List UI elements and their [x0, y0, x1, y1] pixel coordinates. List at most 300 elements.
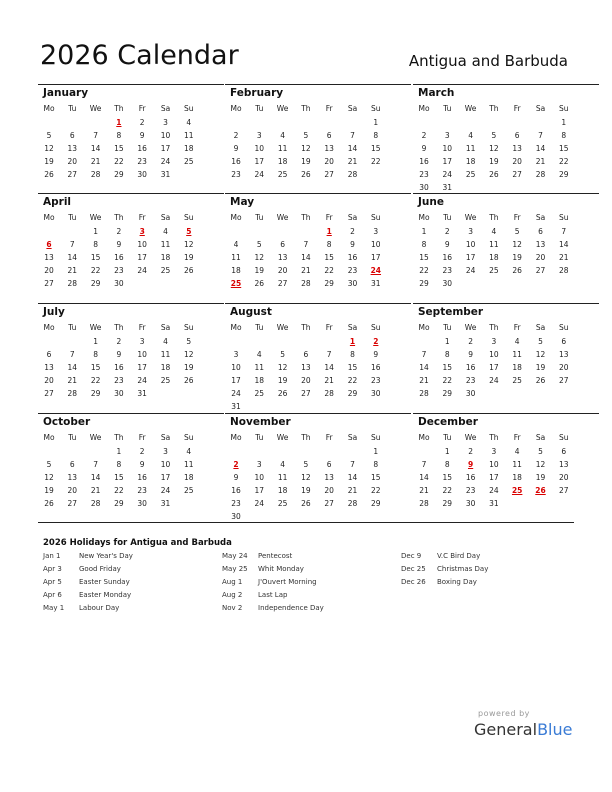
month-august [225, 303, 411, 411]
calendar-date: 3 [163, 118, 168, 127]
calendar-date: 8 [116, 131, 122, 140]
weekday-label: Tu [443, 104, 452, 113]
calendar-date: 9 [116, 350, 122, 359]
calendar-date: 7 [93, 460, 98, 469]
calendar-date: 15 [90, 363, 101, 372]
calendar-date: 14 [419, 363, 429, 372]
calendar-date: 20 [301, 376, 311, 385]
calendar-date: 13 [44, 363, 54, 372]
calendar-date: 15 [90, 253, 101, 262]
calendar-date: 21 [347, 157, 358, 166]
calendar-date: 20 [44, 376, 54, 385]
holiday-item [43, 565, 213, 578]
calendar-date: 26 [512, 266, 522, 275]
holiday-date-label: Aug 2 [222, 591, 243, 599]
holiday-item [401, 565, 571, 578]
weekday-label: Fr [325, 104, 333, 113]
calendar-date: 11 [254, 363, 265, 372]
calendar-date: 18 [465, 157, 476, 166]
calendar-date: 11 [231, 253, 241, 262]
calendar-date: 26 [489, 170, 499, 179]
calendar-date: 16 [114, 253, 124, 262]
calendar-date: 2 [468, 447, 473, 456]
calendar-date: 20 [512, 157, 522, 166]
weekday-label: Fr [513, 433, 521, 442]
weekday-label: Mo [418, 433, 430, 442]
calendar-date: 30 [465, 499, 476, 508]
calendar-date: 10 [231, 363, 241, 372]
calendar-date: 19 [277, 376, 288, 385]
month-name: September [418, 306, 484, 318]
weekday-label: Sa [535, 323, 546, 332]
calendar-date: 27 [559, 486, 569, 495]
weekday-label: Fr [138, 213, 146, 222]
calendar-date: 18 [277, 157, 288, 166]
weekday-label: Sa [160, 323, 171, 332]
weekday-label: Sa [347, 104, 358, 113]
calendar-date: 12 [301, 144, 311, 153]
weekday-label: Su [559, 104, 569, 113]
calendar-date: 3 [139, 337, 145, 346]
calendar-date: 11 [489, 240, 499, 249]
calendar-date: 21 [419, 486, 429, 495]
calendar-date: 31 [160, 499, 171, 508]
weekday-label: Tu [443, 213, 452, 222]
weekday-label: We [276, 104, 289, 113]
calendar-date: 24 [137, 376, 147, 385]
holiday-date: 5 [186, 227, 192, 236]
calendar-date: 28 [535, 170, 546, 179]
calendar-date: 30 [137, 499, 147, 508]
calendar-date: 26 [44, 499, 54, 508]
calendar-date: 17 [137, 363, 147, 372]
calendar-date: 17 [254, 157, 265, 166]
weekday-label: Tu [68, 213, 77, 222]
holiday-name: V.C Bird Day [437, 552, 481, 560]
holiday-date-label: May 25 [222, 565, 248, 573]
calendar-date: 17 [489, 473, 499, 482]
calendar-date: 11 [277, 473, 288, 482]
calendar-date: 11 [184, 131, 194, 140]
calendar-date: 18 [277, 486, 288, 495]
calendar-date: 1 [561, 118, 567, 127]
calendar-date: 13 [324, 144, 334, 153]
calendar-date: 9 [373, 350, 379, 359]
calendar-date: 29 [371, 499, 381, 508]
calendar-date: 4 [514, 337, 520, 346]
calendar-date: 17 [160, 144, 171, 153]
calendar-date: 23 [442, 266, 453, 275]
weekday-label: Mo [230, 323, 242, 332]
holiday-date-label: Dec 9 [401, 552, 422, 560]
calendar-date: 24 [231, 389, 241, 398]
calendar-date: 16 [137, 473, 147, 482]
calendar-date: 22 [442, 376, 453, 385]
weekday-label: Fr [138, 104, 146, 113]
month-name: March [418, 87, 455, 99]
holiday-date: 2 [233, 460, 239, 469]
calendar-date: 3 [373, 227, 379, 236]
calendar-date: 21 [559, 253, 569, 262]
holiday-item [43, 591, 213, 604]
weekday-label: Tu [443, 433, 452, 442]
calendar-date: 16 [371, 363, 381, 372]
weekday-label: Su [559, 433, 569, 442]
calendar-date: 2 [116, 227, 122, 236]
calendar-date: 31 [231, 402, 241, 411]
calendar-date: 19 [489, 157, 499, 166]
holiday-date: 2 [373, 337, 379, 346]
weekday-label: Fr [513, 213, 521, 222]
calendar-date: 10 [160, 131, 171, 140]
calendar-date: 22 [442, 486, 453, 495]
calendar-date: 17 [371, 253, 381, 262]
calendar-date: 16 [231, 486, 241, 495]
calendar-date: 3 [491, 337, 497, 346]
calendar-date: 23 [137, 157, 147, 166]
calendar-date: 22 [371, 157, 381, 166]
calendar-date: 27 [44, 389, 54, 398]
calendar-date: 5 [303, 460, 309, 469]
calendar-date: 8 [444, 460, 450, 469]
calendar-date: 26 [184, 266, 194, 275]
weekday-label: Th [489, 213, 499, 222]
calendar-date: 12 [44, 473, 54, 482]
calendar-date: 14 [324, 363, 334, 372]
holiday-date-label: May 1 [43, 604, 65, 612]
calendar-date: 28 [67, 389, 78, 398]
calendar-date: 11 [512, 350, 522, 359]
calendar-date: 13 [512, 144, 522, 153]
calendar-date: 14 [535, 144, 546, 153]
calendar-date: 25 [512, 376, 522, 385]
holiday-list-column [401, 552, 571, 591]
calendar-date: 28 [324, 389, 334, 398]
calendar-date: 19 [184, 253, 194, 262]
calendar-date: 26 [184, 376, 194, 385]
calendar-date: 24 [442, 170, 453, 179]
holiday-date-label: Apr 6 [43, 591, 62, 599]
weekday-label: Mo [43, 104, 55, 113]
calendar-date: 10 [489, 350, 499, 359]
calendar-date: 24 [160, 157, 171, 166]
weekday-label: Mo [418, 104, 430, 113]
calendar-date: 31 [371, 279, 381, 288]
month-march [413, 84, 599, 192]
calendar-date: 27 [535, 266, 546, 275]
calendar-date: 21 [90, 486, 101, 495]
calendar-date: 25 [184, 157, 194, 166]
calendar-date: 22 [114, 157, 124, 166]
weekday-label: Sa [347, 433, 358, 442]
weekday-label: We [464, 213, 477, 222]
holiday-date: 24 [370, 266, 382, 275]
month-name: August [230, 306, 272, 318]
calendar-date: 17 [489, 363, 499, 372]
calendar-date: 10 [442, 144, 453, 153]
calendar-date: 15 [114, 144, 124, 153]
calendar-date: 25 [489, 266, 499, 275]
weekday-label: We [276, 323, 289, 332]
calendar-date: 29 [324, 279, 334, 288]
generalblue-logo[interactable] [474, 720, 572, 739]
weekday-label: Th [301, 323, 311, 332]
holiday-item [43, 552, 213, 565]
calendar-date: 5 [186, 337, 192, 346]
calendar-date: 9 [233, 473, 239, 482]
calendar-date: 27 [324, 499, 334, 508]
calendar-date: 1 [444, 337, 450, 346]
holiday-date-label: Apr 3 [43, 565, 62, 573]
divider [38, 522, 574, 523]
calendar-date: 16 [465, 363, 476, 372]
weekday-label: Fr [138, 433, 146, 442]
calendar-date: 10 [465, 240, 476, 249]
calendar-date: 19 [44, 157, 54, 166]
month-april [38, 193, 224, 288]
calendar-date: 29 [90, 389, 101, 398]
month-july [38, 303, 224, 398]
calendar-date: 21 [67, 376, 78, 385]
calendar-date: 28 [90, 499, 101, 508]
calendar-date: 30 [114, 279, 124, 288]
weekday-label: Su [371, 104, 381, 113]
page-title: 2026 Calendar [40, 40, 239, 71]
weekday-label: Su [184, 433, 194, 442]
month-name: July [43, 306, 65, 318]
calendar-date: 22 [90, 266, 101, 275]
month-name: January [43, 87, 89, 99]
calendar-date: 21 [535, 157, 546, 166]
calendar-date: 7 [421, 460, 427, 469]
calendar-date: 26 [301, 499, 311, 508]
holiday-date: 6 [46, 240, 52, 249]
calendar-date: 26 [277, 389, 288, 398]
weekday-label: Sa [160, 104, 171, 113]
month-name: May [230, 196, 255, 208]
holidays-title: 2026 Holidays for Antigua and Barbuda [43, 538, 232, 548]
calendar-date: 5 [256, 240, 262, 249]
calendar-date: 7 [350, 131, 355, 140]
holiday-item [401, 552, 571, 565]
calendar-date: 3 [233, 350, 239, 359]
calendar-date: 2 [468, 337, 473, 346]
calendar-date: 22 [371, 486, 381, 495]
calendar-date: 7 [303, 240, 309, 249]
holiday-item [43, 604, 213, 617]
calendar-date: 27 [512, 170, 522, 179]
month-name: April [43, 196, 72, 208]
calendar-date: 25 [184, 486, 194, 495]
holiday-date-label: Nov 2 [222, 604, 243, 612]
weekday-label: Mo [230, 433, 242, 442]
calendar-date: 20 [67, 486, 78, 495]
holiday-list-column [43, 552, 213, 617]
calendar-date: 6 [303, 350, 309, 359]
calendar-date: 5 [280, 350, 285, 359]
weekday-label: Fr [325, 433, 333, 442]
month-june [413, 193, 599, 288]
weekday-label: Fr [138, 323, 146, 332]
calendar-date: 7 [421, 350, 427, 359]
calendar-date: 22 [90, 376, 101, 385]
weekday-label: Tu [68, 104, 77, 113]
holiday-date: 1 [349, 337, 356, 346]
weekday-label: Mo [43, 213, 55, 222]
calendar-date: 30 [371, 389, 381, 398]
calendar-date: 14 [90, 473, 101, 482]
calendar-date: 17 [231, 376, 241, 385]
holiday-name: Easter Monday [79, 591, 132, 599]
calendar-date: 1 [444, 447, 450, 456]
calendar-date: 10 [371, 240, 381, 249]
weekday-label: Tu [255, 213, 264, 222]
weekday-label: Th [114, 433, 124, 442]
weekday-label: Mo [418, 213, 430, 222]
calendar-date: 20 [324, 157, 334, 166]
calendar-date: 15 [371, 473, 381, 482]
calendar-date: 14 [419, 473, 429, 482]
calendar-date: 4 [186, 447, 192, 456]
month-name: February [230, 87, 284, 99]
calendar-date: 5 [303, 131, 309, 140]
calendar-date: 18 [231, 266, 241, 275]
weekday-label: Th [301, 104, 311, 113]
calendar-date: 26 [535, 376, 546, 385]
calendar-date: 20 [559, 473, 569, 482]
calendar-date: 8 [373, 460, 379, 469]
calendar-date: 30 [419, 183, 429, 192]
calendar-date: 18 [489, 253, 499, 262]
weekday-label: Su [371, 213, 381, 222]
calendar-date: 7 [350, 460, 355, 469]
calendar-date: 29 [114, 499, 124, 508]
calendar-date: 12 [535, 460, 546, 469]
calendar-date: 13 [301, 363, 311, 372]
calendar-date: 2 [116, 337, 122, 346]
calendar-date: 6 [561, 447, 567, 456]
calendar-date: 5 [538, 337, 543, 346]
calendar-date: 16 [347, 253, 358, 262]
calendar-date: 20 [324, 486, 334, 495]
calendar-date: 18 [254, 376, 265, 385]
calendar-date: 31 [160, 170, 171, 179]
calendar-date: 9 [468, 350, 473, 359]
calendar-date: 2 [139, 118, 145, 127]
calendar-date: 16 [231, 157, 241, 166]
holiday-name: Last Lap [258, 591, 288, 599]
calendar-date: 24 [254, 170, 265, 179]
calendar-date: 23 [465, 486, 476, 495]
calendar-date: 4 [491, 227, 497, 236]
month-name: October [43, 416, 91, 428]
weekday-label: Su [371, 433, 381, 442]
calendar-date: 23 [419, 170, 429, 179]
calendar-date: 23 [114, 266, 124, 275]
holiday-date-label: Aug 1 [222, 578, 243, 586]
calendar-date: 29 [114, 170, 124, 179]
calendar-date: 6 [326, 131, 332, 140]
calendar-date: 29 [442, 389, 453, 398]
calendar-date: 10 [254, 144, 265, 153]
calendar-date: 30 [231, 512, 241, 521]
calendar-date: 27 [277, 279, 288, 288]
calendar-date: 7 [326, 350, 332, 359]
calendar-date: 22 [559, 157, 569, 166]
holiday-date: 1 [326, 227, 332, 236]
calendar-date: 17 [254, 486, 265, 495]
calendar-date: 14 [301, 253, 311, 262]
calendar-date: 26 [301, 170, 311, 179]
calendar-date: 18 [160, 363, 171, 372]
month-header [38, 303, 224, 323]
calendar-date: 20 [67, 157, 78, 166]
calendar-date: 15 [347, 363, 358, 372]
calendar-date: 30 [465, 389, 476, 398]
calendar-date: 14 [67, 363, 78, 372]
weekday-label: Th [114, 104, 124, 113]
holiday-name: Pentecost [258, 552, 293, 560]
weekday-label: Th [301, 213, 311, 222]
calendar-date: 26 [44, 170, 54, 179]
weekday-label: Sa [535, 104, 546, 113]
calendar-date: 13 [277, 253, 288, 262]
calendar-date: 18 [184, 144, 194, 153]
holiday-name: New Year's Day [79, 552, 133, 560]
calendar-date: 6 [69, 131, 75, 140]
calendar-date: 17 [465, 253, 476, 262]
calendar-date: 6 [326, 460, 332, 469]
calendar-date: 22 [347, 376, 358, 385]
calendar-date: 2 [233, 131, 239, 140]
weekday-label: Tu [255, 323, 264, 332]
calendar-date: 21 [324, 376, 334, 385]
calendar-date: 19 [184, 363, 194, 372]
weekday-label: Su [559, 213, 569, 222]
month-december [413, 413, 599, 508]
calendar-date: 7 [538, 131, 543, 140]
calendar-date: 16 [442, 253, 453, 262]
calendar-date: 23 [347, 266, 358, 275]
calendar-date: 23 [371, 376, 381, 385]
calendar-date: 21 [347, 486, 358, 495]
calendar-date: 16 [114, 363, 124, 372]
calendar-date: 10 [489, 460, 499, 469]
holiday-name: Easter Sunday [79, 578, 130, 586]
calendar-date: 30 [114, 389, 124, 398]
calendar-date: 16 [137, 144, 147, 153]
weekday-label: Sa [160, 213, 171, 222]
holiday-list-column [222, 552, 392, 617]
calendar-date: 27 [301, 389, 311, 398]
calendar-date: 1 [421, 227, 427, 236]
calendar-date: 24 [160, 486, 171, 495]
calendar-date: 11 [465, 144, 476, 153]
holiday-item [222, 552, 392, 565]
calendar-date: 3 [444, 131, 450, 140]
calendar-date: 11 [160, 240, 171, 249]
calendar-date: 10 [160, 460, 171, 469]
calendar-date: 15 [442, 473, 453, 482]
calendar-date: 12 [277, 363, 288, 372]
calendar-date: 13 [44, 253, 54, 262]
calendar-date: 8 [326, 240, 332, 249]
calendar-date: 4 [280, 460, 285, 469]
weekday-label: We [464, 433, 477, 442]
calendar-date: 6 [46, 350, 52, 359]
calendar-date: 20 [559, 363, 569, 372]
calendar-date: 6 [514, 131, 520, 140]
